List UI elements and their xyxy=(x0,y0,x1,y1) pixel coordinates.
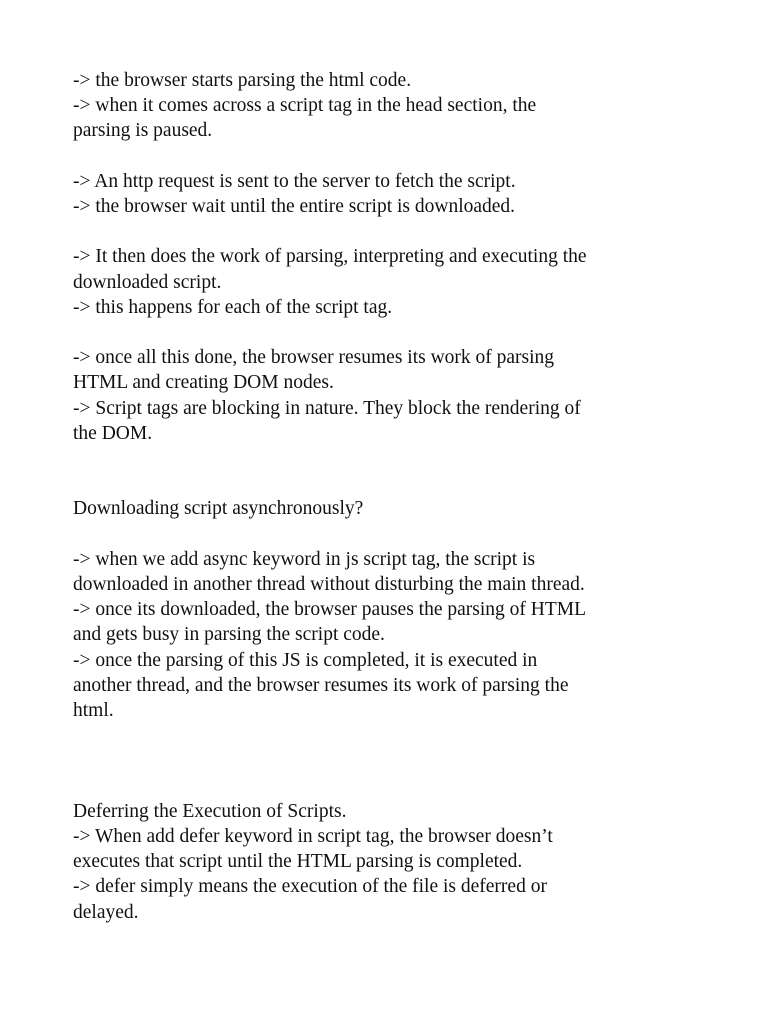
spacer xyxy=(73,320,713,345)
text-line: -> defer simply means the execution of the file is deferred or xyxy=(73,876,547,898)
text-line: -> once all this done, the browser resumes its work of parsing xyxy=(73,347,555,369)
text-line: downloaded script. xyxy=(73,271,222,293)
spacer xyxy=(73,522,713,547)
text-line: -> once the parsing of this JS is completed, it is executed in xyxy=(73,649,538,671)
text-line: another thread, and the browser resumes its work of parsing the xyxy=(73,674,569,696)
heading-async xyxy=(73,496,713,521)
text-line: -> the browser starts parsing the html code. xyxy=(73,70,412,91)
text-line: -> It then does the work of parsing, interpreting and executing the xyxy=(73,246,587,268)
paragraph-http-request xyxy=(73,169,713,219)
text-line: html. xyxy=(73,700,114,721)
paragraph-executing xyxy=(73,244,713,320)
spacer xyxy=(73,219,713,244)
text-line: executes that script until the HTML parsing is completed. xyxy=(73,851,523,873)
text-line: HTML and creating DOM nodes. xyxy=(73,372,334,394)
text-line: -> this happens for each of the script tag. xyxy=(73,296,393,318)
text-line: parsing is paused. xyxy=(73,120,213,142)
text-line: and gets busy in parsing the script code. xyxy=(73,624,385,646)
text-line: -> when we add async keyword in js script tag, the script is xyxy=(73,548,536,570)
paragraph-defer xyxy=(73,799,713,925)
spacer xyxy=(73,144,713,169)
text-line: downloaded in another thread without disturbing the main thread. xyxy=(73,573,585,595)
text-line: the DOM. xyxy=(73,422,153,444)
paragraph-blocking xyxy=(73,345,713,446)
text-line: -> An http request is sent to the server to fetch the script. xyxy=(73,170,516,192)
text-line: -> once its downloaded, the browser pauses the parsing of HTML xyxy=(73,599,586,621)
text-line: -> when it comes across a script tag in the head section, the xyxy=(73,95,537,117)
text-line: -> When add defer keyword in script tag, the browser doesn’t xyxy=(73,826,553,847)
section-heading: Downloading script asynchronously? xyxy=(73,498,364,520)
document-page xyxy=(73,68,713,925)
paragraph-parsing xyxy=(73,68,713,144)
spacer xyxy=(73,723,713,799)
text-line: -> the browser wait until the entire script is downloaded. xyxy=(73,196,516,217)
text-line: -> Script tags are blocking in nature. They block the rendering of xyxy=(73,397,581,419)
paragraph-async xyxy=(73,547,713,723)
text-line: delayed. xyxy=(73,901,139,923)
spacer xyxy=(73,446,713,496)
section-heading: Deferring the Execution of Scripts. xyxy=(73,800,347,822)
